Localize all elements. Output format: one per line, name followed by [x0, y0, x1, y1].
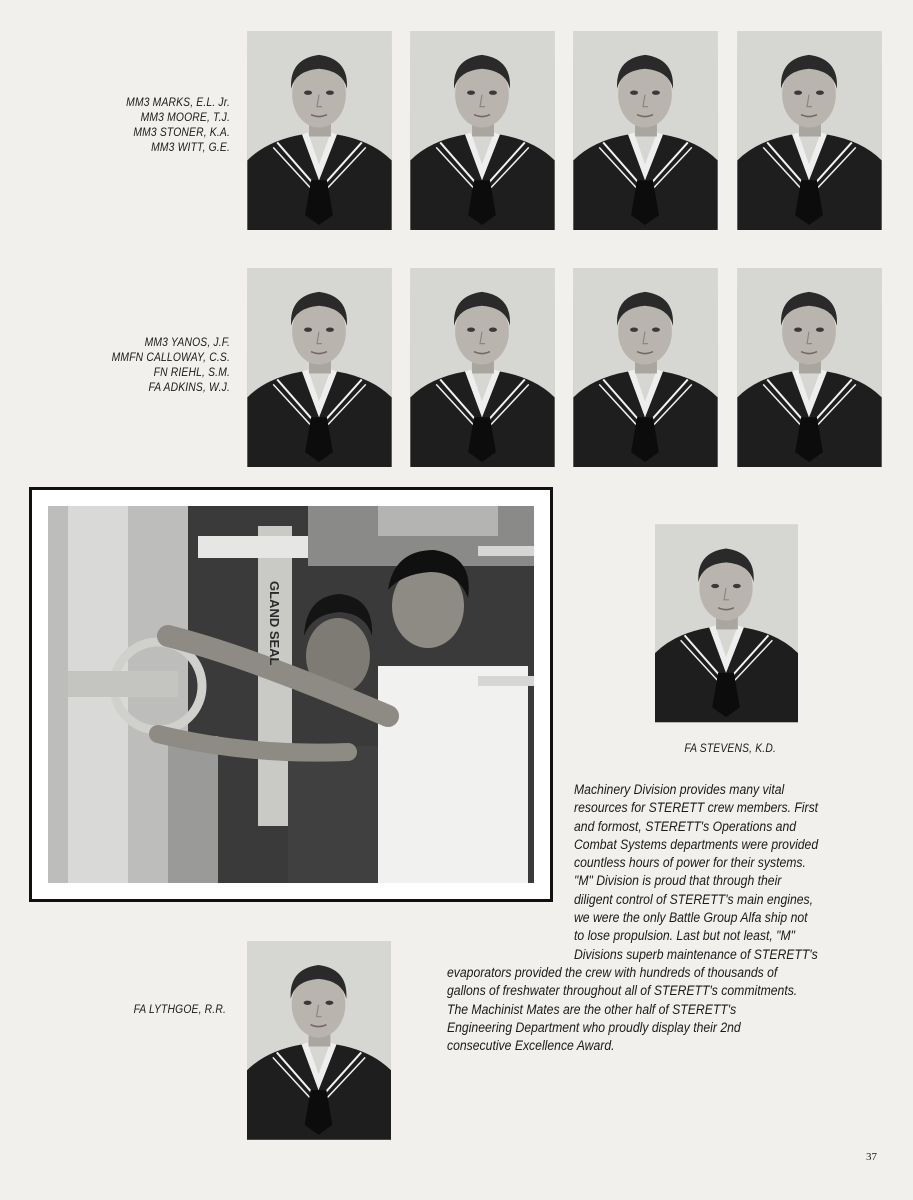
portrait-lythgoe: [247, 941, 391, 1140]
name-caption: MM3 STONER, K.A.: [133, 125, 230, 139]
portrait-stoner: [573, 31, 718, 230]
body-line: resources for STERETT crew members. First: [574, 800, 819, 817]
name-caption: FN RIEHL, S.M.: [153, 365, 230, 379]
portrait-stevens: [655, 524, 798, 723]
stevens-caption: FA STEVENS, K.D.: [684, 741, 776, 755]
body-line: Combat Systems departments were provided: [574, 836, 819, 853]
portrait-adkins: [737, 268, 882, 467]
body-line: "M" Division is proud that through their: [574, 873, 782, 890]
action-photo-frame: [29, 487, 553, 902]
name-caption: MM3 MOORE, T.J.: [140, 110, 230, 124]
name-caption: MM3 YANOS, J.F.: [144, 335, 230, 349]
body-line: countless hours of power for their systems.: [574, 855, 806, 872]
body-line: Machinery Division provides many vital: [574, 782, 785, 798]
body-line: and formost, STERETT's Operations and: [574, 818, 797, 835]
lythgoe-caption: FA LYTHGOE, R.R.: [133, 1002, 226, 1016]
body-line: we were the only Battle Group Alfa ship not: [574, 910, 808, 927]
body-line: consecutive Excellence Award.: [447, 1038, 615, 1055]
row2-names: [41, 335, 230, 395]
body-line: The Machinist Mates are the other half of STERETT's: [447, 1001, 737, 1018]
body-line: Divisions superb maintenance of STERETT's: [574, 946, 818, 963]
division-description-wide: [447, 964, 797, 1055]
portrait-moore: [410, 31, 555, 230]
portrait-marks: [247, 31, 392, 230]
body-line: to lose propulsion. Last but not least, "M": [574, 928, 795, 945]
gland-seal-label: GLAND SEAL: [267, 581, 282, 666]
body-line: diligent control of STERETT's main engines,: [574, 891, 814, 908]
engine-room-photo: [48, 506, 534, 883]
portrait-riehl: [573, 268, 718, 467]
name-caption: FA ADKINS, W.J.: [148, 380, 230, 394]
name-caption: MM3 WITT, G.E.: [151, 140, 230, 154]
portrait-calloway: [410, 268, 555, 467]
body-line: gallons of freshwater throughout all of STERETT's commitments.: [447, 983, 798, 1000]
body-line: Engineering Department who proudly display their 2nd: [447, 1019, 741, 1036]
page-number: 37: [866, 1151, 877, 1163]
portrait-witt: [737, 31, 882, 230]
division-description-narrow: [574, 781, 818, 964]
name-caption: MMFN CALLOWAY, C.S.: [111, 350, 230, 364]
portrait-yanos: [247, 268, 392, 467]
name-caption: MM3 MARKS, E.L. Jr.: [126, 95, 230, 109]
row1-names: [41, 95, 230, 155]
body-line: evaporators provided the crew with hundreds of thousands of: [447, 965, 778, 981]
